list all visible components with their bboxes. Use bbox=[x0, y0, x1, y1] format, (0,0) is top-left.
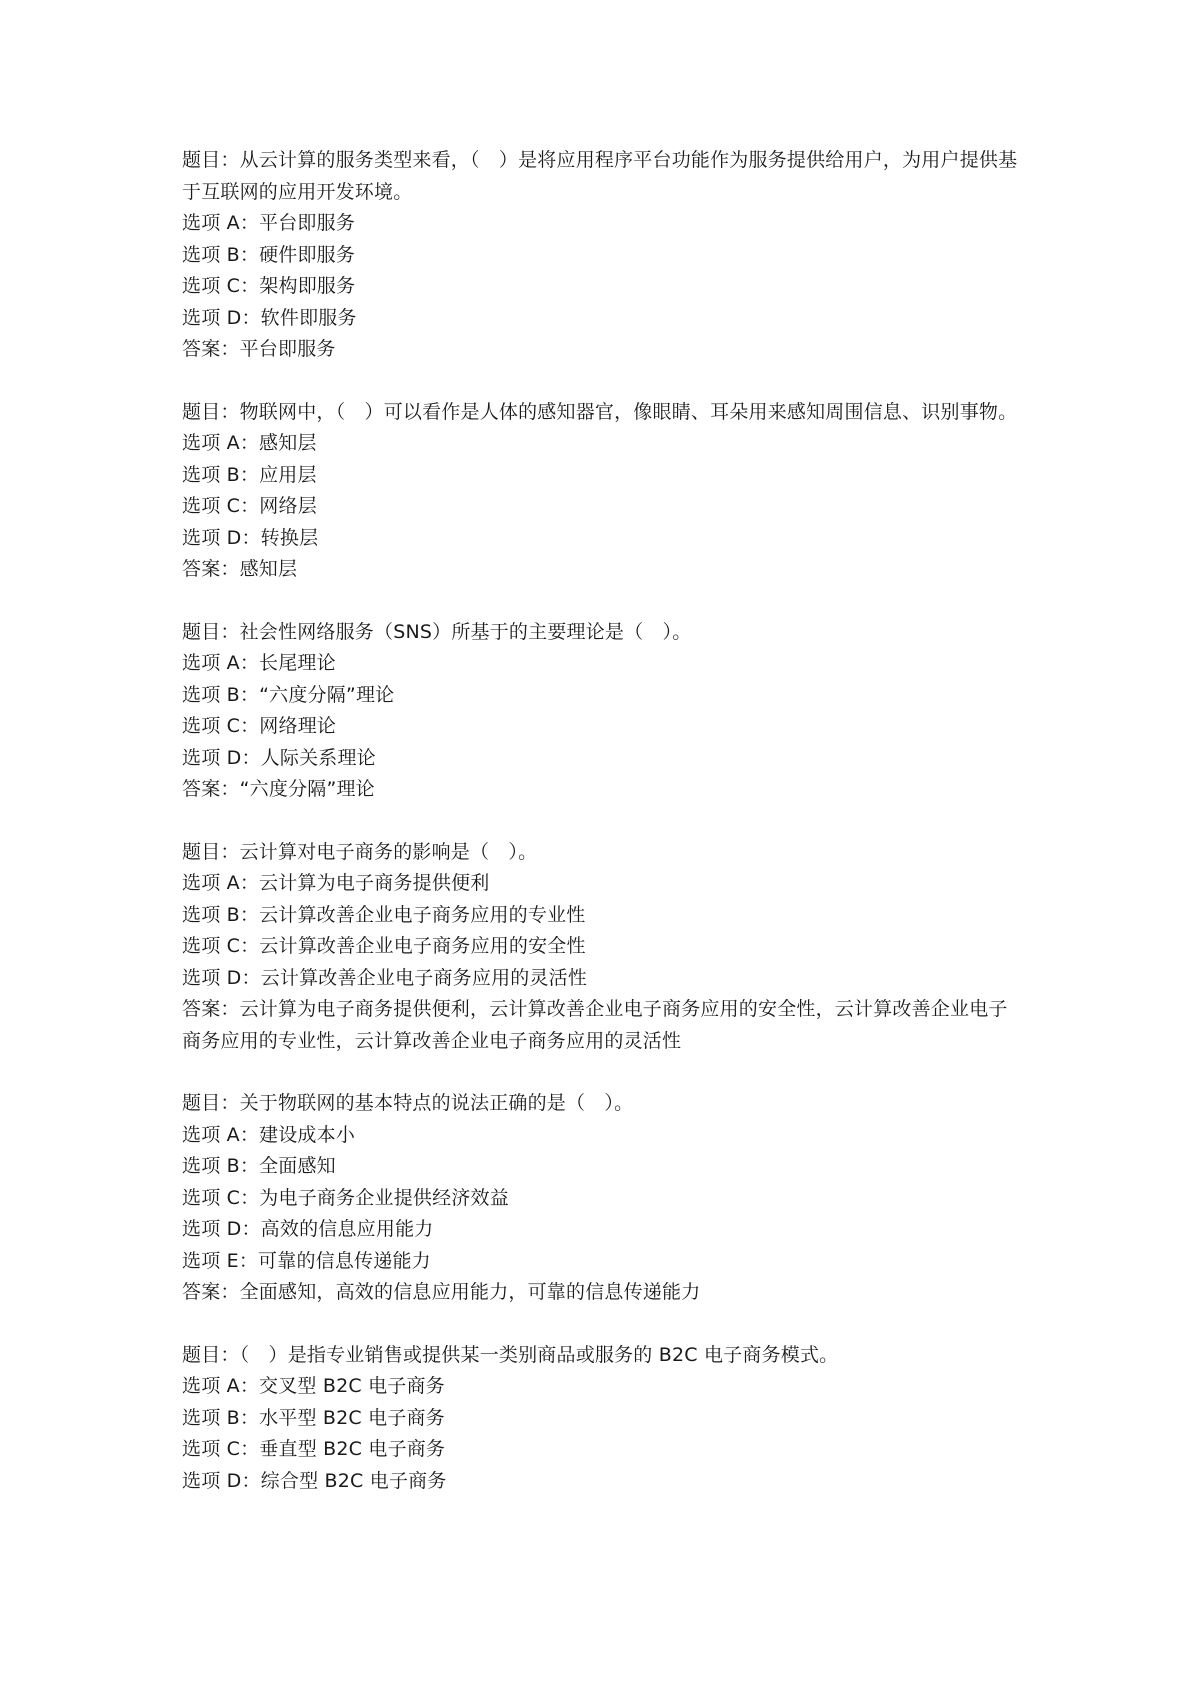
option-b: 选项 B：水平型 B2C 电子商务 bbox=[182, 1406, 445, 1429]
answer-text: 答案：平台即服务 bbox=[182, 338, 336, 360]
question-text: 题目：物联网中，（ ）可以看作是人体的感知器官，像眼睛、耳朵用来感知周围信息、识别事物。 bbox=[182, 400, 1018, 423]
option-d: 选项 D：高效的信息应用能力 bbox=[182, 1218, 434, 1240]
question-block-5 bbox=[182, 1088, 1022, 1309]
answer-text: 答案：感知层 bbox=[182, 558, 298, 580]
option-b: 选项 B：“六度分隔”理论 bbox=[182, 683, 395, 706]
question-block-3 bbox=[182, 617, 1022, 806]
option-d: 选项 D：软件即服务 bbox=[182, 306, 357, 329]
answer-text: 答案：“六度分隔”理论 bbox=[182, 778, 375, 800]
option-c: 选项 C：为电子商务企业提供经济效益 bbox=[182, 1186, 509, 1209]
option-d: 选项 D：综合型 B2C 电子商务 bbox=[182, 1469, 447, 1492]
question-text: 题目：关于物联网的基本特点的说法正确的是（ ）。 bbox=[182, 1092, 634, 1114]
option-b: 选项 B：全面感知 bbox=[182, 1155, 336, 1177]
option-b: 选项 B：云计算改善企业电子商务应用的专业性 bbox=[182, 903, 586, 926]
question-block-1 bbox=[182, 145, 1022, 366]
option-c: 选项 C：云计算改善企业电子商务应用的安全性 bbox=[182, 935, 586, 957]
question-block-2 bbox=[182, 397, 1022, 586]
option-c: 选项 C：垂直型 B2C 电子商务 bbox=[182, 1438, 446, 1460]
option-a: 选项 A：建设成本小 bbox=[182, 1123, 356, 1146]
option-b: 选项 B：应用层 bbox=[182, 463, 317, 486]
option-d: 选项 D：云计算改善企业电子商务应用的灵活性 bbox=[182, 966, 588, 989]
option-a: 选项 A：长尾理论 bbox=[182, 652, 336, 674]
option-d: 选项 D：转换层 bbox=[182, 526, 319, 549]
option-c: 选项 C：架构即服务 bbox=[182, 275, 356, 297]
option-c: 选项 C：网络理论 bbox=[182, 715, 337, 737]
option-a: 选项 A：平台即服务 bbox=[182, 212, 356, 234]
question-text: 题目：云计算对电子商务的影响是（ ）。 bbox=[182, 840, 538, 863]
answer-text: 答案：全面感知，高效的信息应用能力，可靠的信息传递能力 bbox=[182, 1281, 701, 1303]
question-text: 题目：社会性网络服务（SNS）所基于的主要理论是（ ）。 bbox=[182, 620, 692, 643]
document-page bbox=[182, 145, 1022, 1528]
question-text: 题目：从云计算的服务类型来看，（ ）是将应用程序平台功能作为服务提供给用户，为用户提供基于互联网的应用开发环境。 bbox=[182, 149, 1018, 203]
option-e: 选项 E：可靠的信息传递能力 bbox=[182, 1249, 431, 1272]
question-text: 题目：（ ）是指专业销售或提供某一类别商品或服务的 B2C 电子商务模式。 bbox=[182, 1343, 839, 1366]
option-a: 选项 A：交叉型 B2C 电子商务 bbox=[182, 1375, 445, 1397]
option-b: 选项 B：硬件即服务 bbox=[182, 243, 356, 266]
option-d: 选项 D：人际关系理论 bbox=[182, 746, 376, 769]
option-c: 选项 C：网络层 bbox=[182, 495, 317, 517]
answer-text: 答案：云计算为电子商务提供便利，云计算改善企业电子商务应用的安全性，云计算改善企业电子商务应用的专业性，云计算改善企业电子商务应用的灵活性 bbox=[182, 998, 1008, 1052]
question-block-6 bbox=[182, 1340, 1022, 1498]
question-block-4 bbox=[182, 837, 1022, 1058]
option-a: 选项 A：云计算为电子商务提供便利 bbox=[182, 872, 490, 894]
option-a: 选项 A：感知层 bbox=[182, 432, 317, 454]
